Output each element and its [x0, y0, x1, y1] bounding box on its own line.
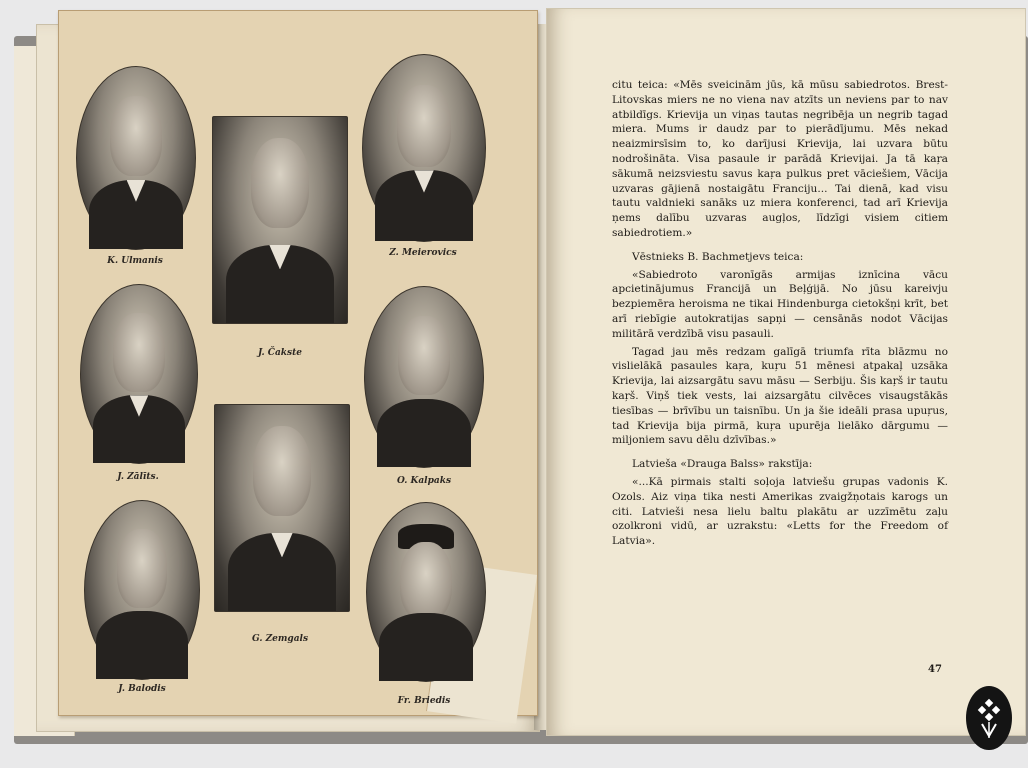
- portrait-caption: J. Zālīts.: [117, 472, 159, 482]
- portrait-meierovics: [362, 54, 486, 242]
- paragraph: «Sabiedroto varonīgās armijas iznīcina vācu apcietinājumus Francijā un Beļģijā. No jūsu kareivju bezpiemēra heroisma ne tikai Hindenburga cietokšņi krīt, bet arī riebīgie autokratijas sapņi — censānās nodot Vācijas militārā verdzībā visu pasauli.: [612, 268, 948, 340]
- portrait-zalits: [80, 284, 198, 464]
- paragraph: Tagad jau mēs redzam galīgā triumfa rīta blāzmu no vislielākā pasaules kaŗa, kuŗu 51 mēnesi atpakaļ uzsāka Krievija, lai aizsargātu savu māsu — Serbiju. Šis kaŗš ir tautu kaŗš. Viņš tiek vests, lai aizsargātu cilvēces visaugstākās tiesības — brīvību un taisnību. Un ja šie ideāli prasa upuŗus, tad Krievija bija pirmā, kuŗa upurēja lielāko dārgumu — miljoniem savu dēlu dzīvības.»: [612, 345, 948, 447]
- paragraph: «...Kā pirmais stalti soļoja latviešu grupas vadonis K. Ozols. Aiz viņa tika nesti Amerikas zvaigžņotais karogs un citi. Latvieši nesa lielu baltu plakātu ar uzzīmētu zaļu ozolkroni vidū, ar uzrakstu: «Letts for the Freedom of Latvia».: [612, 475, 948, 548]
- portrait-caption: Z. Meierovics: [389, 248, 457, 258]
- paragraph: Latvieša «Drauga Balss» rakstīja:: [632, 458, 813, 471]
- watermark-logo-icon: [966, 686, 1012, 750]
- portrait-caption: J. Čakste: [257, 348, 302, 358]
- portrait-caption: J. Balodis: [118, 684, 166, 694]
- paragraph: Vēstnieks B. Bachmetjevs teica:: [632, 250, 804, 263]
- portrait-ulmanis: [76, 66, 196, 250]
- portrait-caption: O. Kalpaks: [396, 476, 452, 486]
- portrait-briedis: [366, 502, 486, 682]
- portrait-cakste: [212, 116, 348, 324]
- portrait-caption: K. Ulmanis: [107, 256, 163, 266]
- page-number: 47: [928, 664, 942, 675]
- paragraph: citu teica: «Mēs sveicinām jūs, kā mūsu sabiedrotos. Brest-Litovskas miers ne no viena nav atzīts un neviens par to nav atbildīgs. Krievija un viņas tautas negribēja un negrib tagad miera. Mums ir daudz par to pierādījumu. Mēs nekad neaizmirsīsim to, ko darījusi Krievija, lai uzvara būtu nodrošināta. Visa pasaule ir parādā Krievijai. Ja tā kaŗa sākumā neizsviestu savus kaŗa pulkus pret vāciešiem, Vācija uzvaras gājienā nostaigātu Franciju... Tai dienā, kad visu tautu valdnieki sanāks uz miera konferenci, tad arī Krievija ņems dalību uzvaras augļos, līdzīgi visiem citiem sabiedrotiem.»: [612, 79, 948, 239]
- portrait-zemgals: [214, 404, 350, 612]
- portrait-caption: G. Zemgals: [251, 634, 309, 644]
- page-text: [612, 78, 948, 549]
- portrait-kalpaks: [364, 286, 484, 468]
- portrait-caption: Fr. Briedis: [397, 696, 451, 706]
- portrait-balodis: [84, 500, 200, 680]
